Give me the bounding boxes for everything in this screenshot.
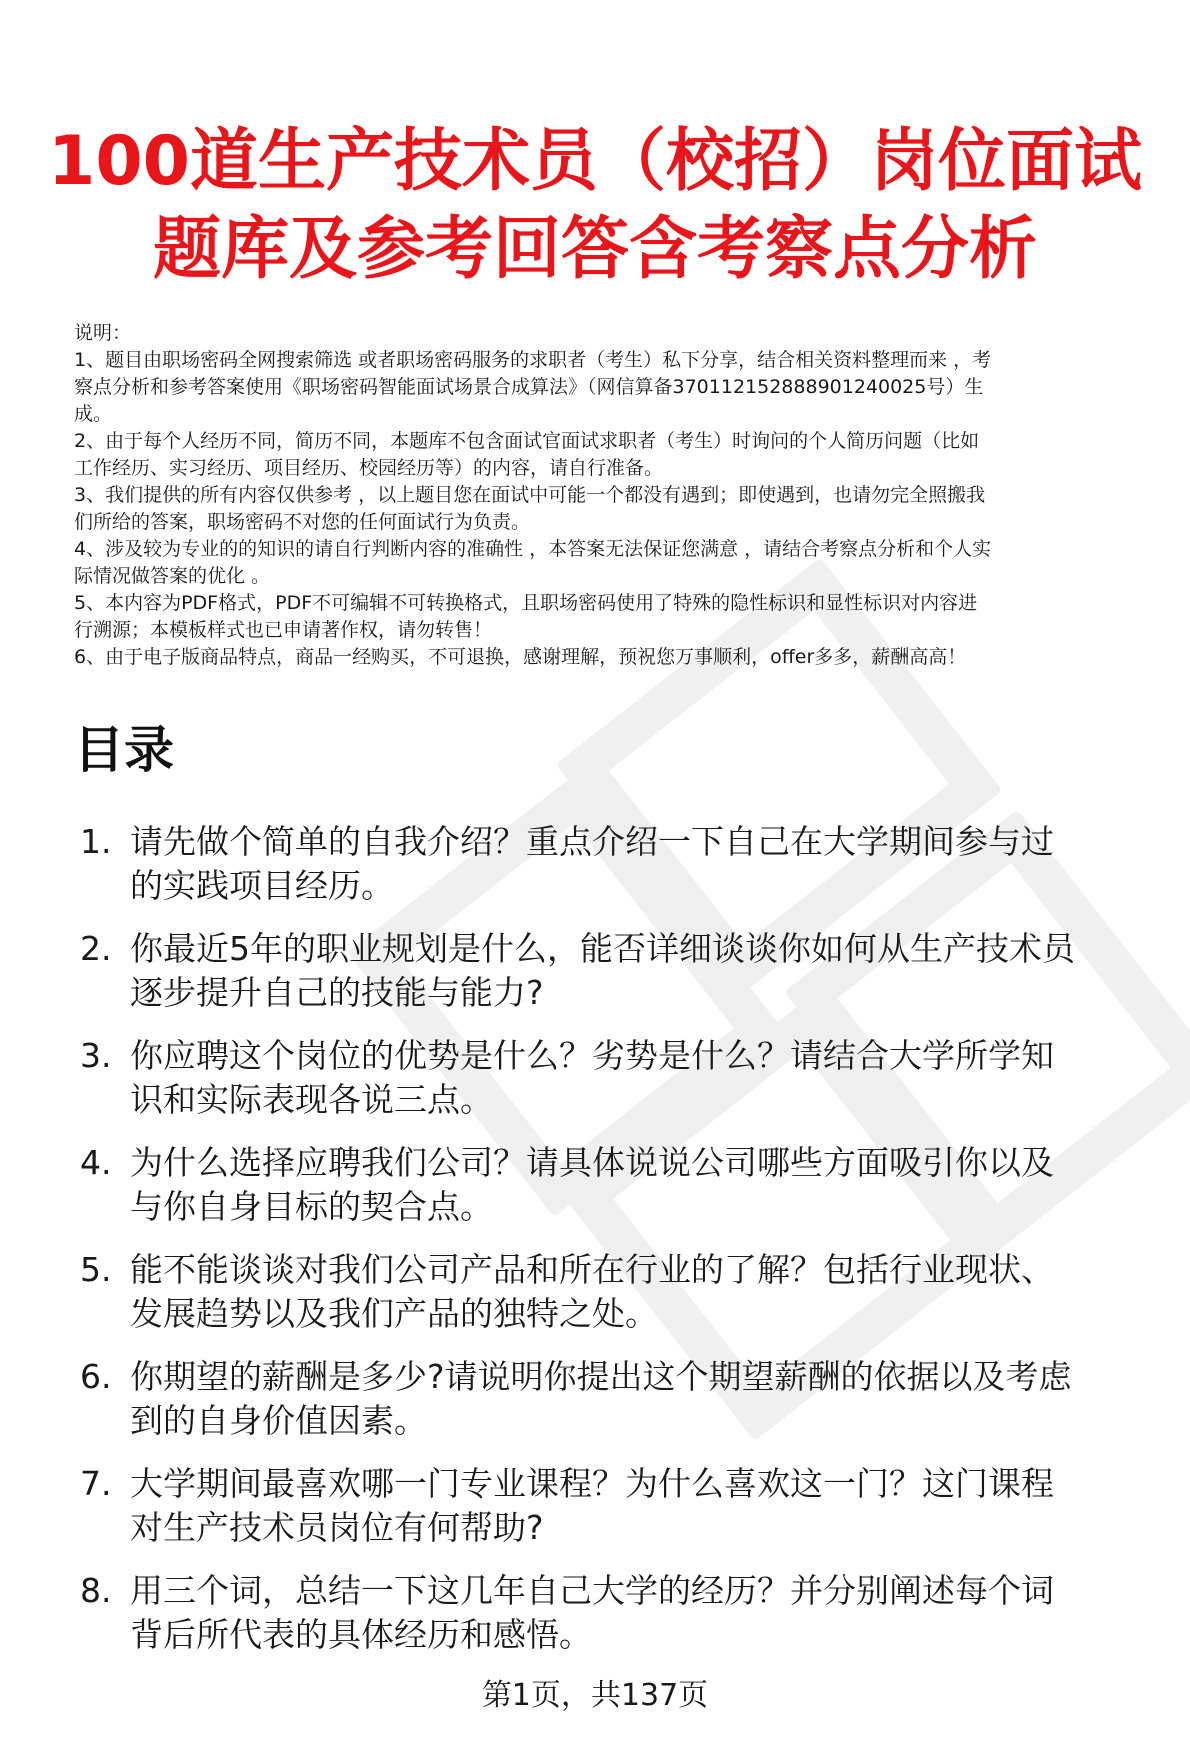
toc-item-number: 1.	[80, 822, 112, 861]
toc-item[interactable]	[74, 1034, 1174, 1122]
toc-item-number: 2.	[80, 929, 112, 968]
toc-item-text: 大学期间最喜欢哪一门专业课程？为什么喜欢这一门？这门课程	[130, 1464, 1054, 1503]
toc-item-number: 8.	[80, 1571, 112, 1610]
notes-section	[74, 320, 1164, 671]
toc-item-number: 5.	[80, 1250, 112, 1289]
title-line-1: 100道生产技术员（校招）岗位面试	[48, 122, 1142, 201]
toc-item[interactable]	[74, 1248, 1174, 1336]
toc-item-text: 请先做个简单的自我介绍？重点介绍一下自己在大学期间参与过	[130, 822, 1054, 861]
note-line: 们所给的答案，职场密码不对您的任何面试行为负责。	[74, 511, 531, 533]
note-line: 4、涉及较为专业的的知识的请自行判断内容的准确性 ，本答案无法保证您满意 ，请结合考察点分析和个人实	[74, 538, 992, 560]
toc-item-text: 的实践项目经历。	[130, 866, 394, 905]
note-line: 行溯源；本模板样式也已申请著作权，请勿转售！	[74, 619, 493, 641]
toc-item-text: 你期望的薪酬是多少?请说明你提出这个期望薪酬的依据以及考虑	[130, 1357, 1072, 1396]
toc-item[interactable]	[74, 1569, 1174, 1657]
toc-item-number: 7.	[80, 1464, 112, 1503]
toc-item-text: 用三个词，总结一下这几年自己大学的经历？并分别阐述每个词	[130, 1571, 1054, 1610]
toc-item-text: 发展趋势以及我们产品的独特之处。	[130, 1294, 658, 1333]
toc-item[interactable]	[74, 1355, 1174, 1443]
note-line: 工作经历、实习经历、项目经历、校园经历等）的内容，请自行准备。	[74, 457, 664, 479]
toc-item[interactable]	[74, 927, 1174, 1015]
toc-item[interactable]	[74, 1141, 1174, 1229]
notes-heading: 说明：	[74, 322, 132, 344]
toc-item-text: 你应聘这个岗位的优势是什么？劣势是什么？请结合大学所学知	[130, 1036, 1054, 1075]
note-line: 6、由于电子版商品特点，商品一经购买，不可退换，感谢理解，预祝您万事顺利，offer多多，薪酬高高！	[74, 646, 967, 668]
toc-item-text: 识和实际表现各说三点。	[130, 1080, 493, 1119]
toc-item-text: 逐步提升自己的技能与能力?	[130, 973, 544, 1012]
note-line: 察点分析和参考答案使用《职场密码智能面试场景合成算法》（网信算备370112152888901240025号）生	[74, 376, 984, 398]
title-line-2: 题库及参考回答含考察点分析	[152, 210, 1037, 289]
note-line: 3、我们提供的所有内容仅供参考 ，以上题目您在面试中可能一个都没有遇到；即使遇到，也请勿完全照搬我	[74, 484, 986, 506]
toc-item-text: 为什么选择应聘我们公司？请具体说说公司哪些方面吸引你以及	[130, 1143, 1054, 1182]
toc-item-number: 3.	[80, 1036, 112, 1075]
toc-item-number: 6.	[80, 1357, 112, 1396]
note-line: 际情况做答案的优化 。	[74, 565, 271, 587]
toc-item-number: 4.	[80, 1143, 112, 1182]
toc-item[interactable]	[74, 820, 1174, 908]
note-line: 1、题目由职场密码全网搜索筛选 或者职场密码服务的求职者（考生）私下分享，结合相关资料整理而来 ，考	[74, 349, 992, 371]
note-line: 5、本内容为PDF格式，PDF不可编辑不可转换格式，且职场密码使用了特殊的隐性标识和显性标识对内容进	[74, 592, 978, 614]
toc-item[interactable]	[74, 1462, 1174, 1550]
note-line: 2、由于每个人经历不同，简历不同，本题库不包含面试官面试求职者（考生）时询问的个人简历问题（比如	[74, 430, 980, 452]
note-line: 成。	[74, 403, 113, 425]
toc-item-text: 能不能谈谈对我们公司产品和所在行业的了解？包括行业现状、	[130, 1250, 1054, 1289]
toc-item-text: 到的自身价值因素。	[130, 1401, 427, 1440]
toc-item-text: 对生产技术员岗位有何帮助?	[130, 1508, 544, 1547]
toc-list	[74, 820, 1174, 1676]
document-title	[0, 118, 1190, 294]
toc-heading: 目录	[74, 721, 174, 779]
toc-item-text: 与你自身目标的契合点。	[130, 1187, 493, 1226]
page-footer: 第1页，共137页	[481, 1678, 709, 1713]
toc-item-text: 你最近5年的职业规划是什么，能否详细谈谈你如何从生产技术员	[130, 929, 1075, 968]
toc-item-text: 背后所代表的具体经历和感悟。	[130, 1615, 592, 1654]
